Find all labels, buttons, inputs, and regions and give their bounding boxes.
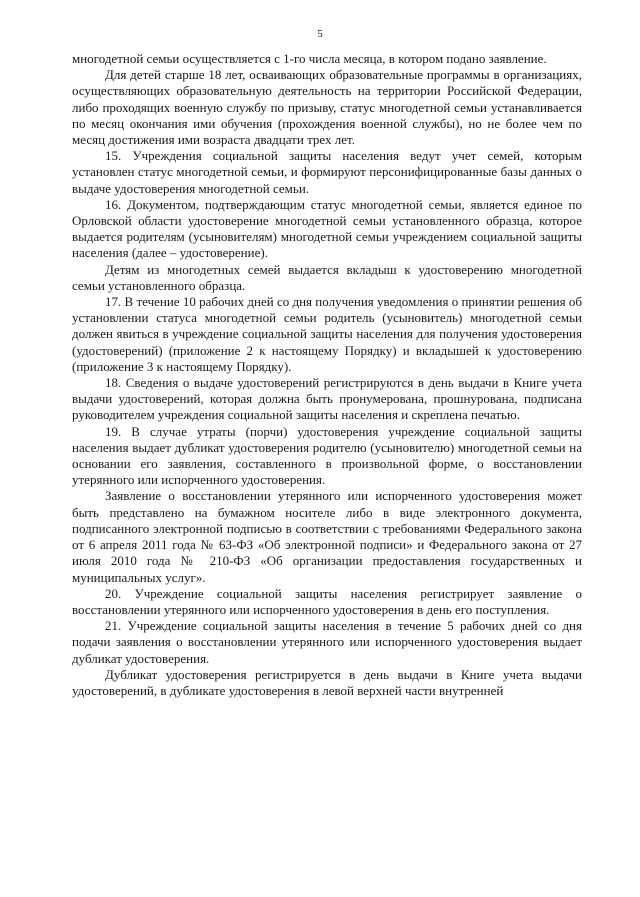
page-number: 5 xyxy=(317,28,323,40)
paragraph-18: 18. Сведения о выдаче удостоверений регистрируются в день выдачи в Книге учета выдачи удостоверений, которая должна быть пронумерована, прошнурована, подписана руководителем учреждения социальной защиты населения и скреплена печатью. xyxy=(72,375,582,423)
paragraph-20: 20. Учреждение социальной защиты населения регистрирует заявление о восстановлении утерянного или испорченного удостоверения в день его поступления. xyxy=(72,585,582,617)
paragraph-restoration-application: Заявление о восстановлении утерянного или испорченного удостоверения может быть представлено на бумажном носителе либо в виде электронного документа, подписанного электронной подписью в соответствии с требованиями Федерального закона от 6 апреля 2011 года № 63-ФЗ «Об электронной подписи» и Федерального закона от 27 июля 2010 года № 210-ФЗ «Об организации предоставления государственных и муниципальных услуг». xyxy=(72,488,582,585)
paragraph-15: 15. Учреждения социальной защиты населения ведут учет семей, которым установлен статус многодетной семьи, и формируют персонифицированные базы данных о выдаче удостоверения многодетной семьи. xyxy=(72,148,582,196)
paragraph-continuation: многодетной семьи осуществляется с 1-го числа месяца, в котором подано заявление. xyxy=(72,51,547,66)
paragraph-17: 17. В течение 10 рабочих дней со дня получения уведомления о принятии решения об установлении статуса многодетной семьи родитель (усыновитель) многодетной семьи должен явиться в учреждение социальной защиты населения для получения удостоверения (удостоверений) (приложение 2 к настоящему Порядку) и вкладышей к удостоверению (приложение 3 к настоящему Порядку). xyxy=(72,294,582,374)
paragraph-duplicate-registration: Дубликат удостоверения регистрируется в день выдачи в Книге учета выдачи удостоверений, в дубликате удостоверения в левой верхней части внутренней xyxy=(72,666,582,698)
paragraph-21: 21. Учреждение социальной защиты населения в течение 5 рабочих дней со дня подачи заявления о восстановлении утерянного или испорченного удостоверения выдает дубликат удостоверения. xyxy=(72,618,582,666)
document-body xyxy=(72,51,582,699)
paragraph-19: 19. В случае утраты (порчи) удостоверения учреждение социальной защиты населения выдает дубликат удостоверения родителю (усыновителю) многодетной семьи на основании его заявления, составленного в произвольной форме, о восстановлении утерянного или испорченного удостоверения. xyxy=(72,423,582,488)
paragraph-children-over-18: Для детей старше 18 лет, осваивающих образовательные программы в организациях, осуществляющих образовательную деятельность на территории Российской Федерации, либо проходящих военную службу по призыву, статус многодетной семьи устанавливается по месяц окончания ими обучения (прохождения военной службы), но не более чем по месяц достижения ими возраста двадцати трех лет. xyxy=(72,67,582,148)
paragraph-insert-for-children: Детям из многодетных семей выдается вкладыш к удостоверению многодетной семьи установленного образца. xyxy=(72,261,582,293)
paragraph-16: 16. Документом, подтверждающим статус многодетной семьи, является единое по Орловской области удостоверение многодетной семьи установленного образца, которое выдается родителям (усыновителям) многодетной семьи учреждением социальной защиты населения (далее – удостоверение). xyxy=(72,196,582,261)
